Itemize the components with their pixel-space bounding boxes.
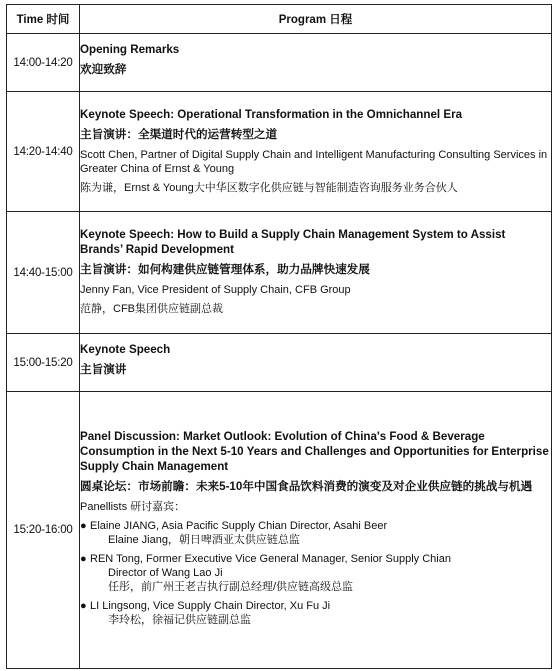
session-title-zh: 主旨演讲：全渠道时代的运营转型之道 (80, 127, 278, 141)
panellists-label: Panellists 研讨嘉宾： (80, 500, 186, 513)
table-header-row (7, 5, 552, 34)
session-title-en: Keynote Speech (80, 343, 171, 356)
panellist-en: Elaine JIANG, Asia Pacific Supply Chian Director, Asahi Beer (90, 519, 388, 532)
panellist-item (80, 552, 551, 594)
panellist-zh: Elaine Jiang，朝日啤酒亚太供应链总监 (108, 533, 300, 546)
program-cell (80, 212, 552, 334)
agenda-row (7, 92, 552, 212)
program-cell (80, 92, 552, 212)
speaker-zh: 范静，CFB集团供应链副总裁 (80, 303, 223, 315)
panellist-item (80, 599, 551, 627)
bullet-icon: ● (80, 599, 87, 612)
session-title-zh: 主旨演讲 (80, 363, 127, 376)
time-cell: 14:40-15:00 (7, 212, 80, 334)
agenda-row (7, 212, 552, 334)
time-cell: 14:20-14:40 (7, 92, 80, 212)
panellist-zh: 任彤，前广州王老吉执行副总经理/供应链高级总监 (108, 580, 354, 593)
program-cell (80, 34, 552, 92)
speaker-en: Jenny Fan, Vice President of Supply Chain, CFB Group (80, 284, 351, 296)
time-cell: 15:00-15:20 (7, 334, 80, 392)
panellist-en: REN Tong, Former Executive Vice General Manager, Senior Supply Chian (90, 552, 451, 565)
time-cell: 14:00-14:20 (7, 34, 80, 92)
time-column-header: Time 时间 (7, 5, 80, 34)
panellist-zh: 李玲松，徐福记供应链副总监 (108, 613, 251, 626)
agenda-row (7, 392, 552, 669)
panellist-item (80, 519, 551, 547)
program-cell (80, 392, 552, 669)
session-title-en: Panel Discussion: Market Outlook: Evolution of China's Food & Beverage Consumption in the Next 5-10 Years and Challenges and Opportunities for Enterprise Supply Chain Management (80, 429, 549, 473)
session-title-en: Keynote Speech: Operational Transformation in the Omnichannel Era (80, 107, 463, 121)
agenda-row (7, 34, 552, 92)
session-title-en: Opening Remarks (80, 43, 180, 56)
session-title-zh: 欢迎致辞 (80, 63, 127, 76)
panellist-en: LI Lingsong, Vice Supply Chain Director, Xu Fu Ji (90, 599, 331, 612)
speaker-en: Scott Chen, Partner of Digital Supply Chain and Intelligent Manufacturing Consulting Services in Greater China of Ernst & Young (80, 148, 548, 175)
session-title-zh: 圆桌论坛：市场前瞻：未来5-10年中国食品饮料消费的演变及对企业供应链的挑战与机遇 (80, 479, 533, 493)
speaker-zh: 陈为谦，Ernst & Young大中华区数字化供应链与智能制造咨询服务业务合伙人 (80, 181, 458, 194)
program-cell (80, 334, 552, 392)
session-title-zh: 主旨演讲：如何构建供应链管理体系，助力品牌快速发展 (80, 263, 370, 276)
bullet-icon: ● (80, 519, 87, 532)
panellist-en-cont: Director of Wang Lao Ji (108, 566, 223, 579)
bullet-icon: ● (80, 552, 87, 565)
time-cell: 15:20-16:00 (7, 392, 80, 669)
program-column-header: Program 日程 (80, 5, 552, 34)
session-title-en: Keynote Speech: How to Build a Supply Chain Management System to Assist Brands’ Rapid Development (80, 228, 506, 256)
agenda-row (7, 334, 552, 392)
agenda-table (6, 4, 552, 669)
